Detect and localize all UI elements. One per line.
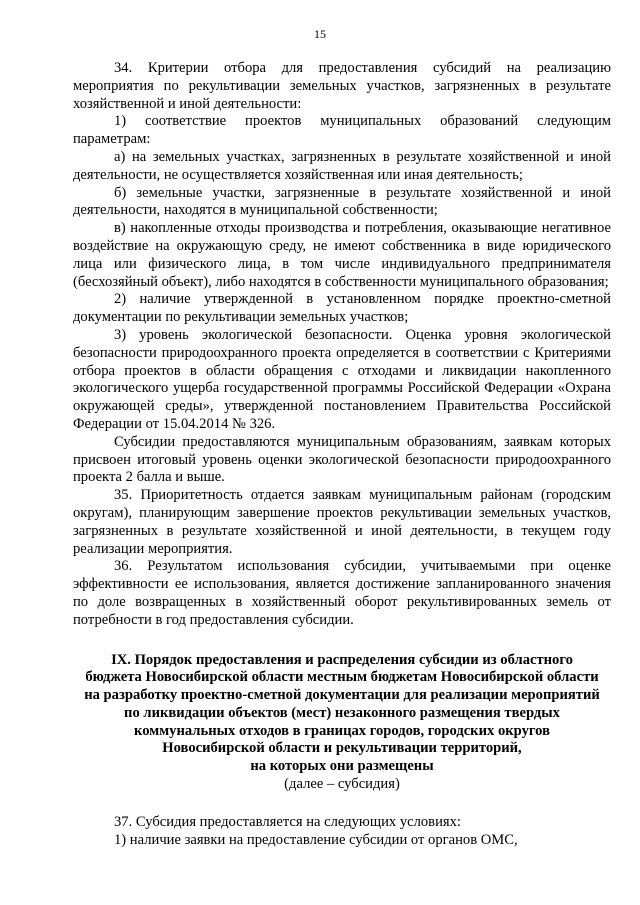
paragraph: 34. Критерии отбора для предоставления субсидий на реализацию мероприятия по рекультивации земельных участков, загрязненных в результате хозяйственной и иной деятельности: (73, 60, 611, 112)
paragraph: б) земельные участки, загрязненные в результате хозяйственной и иной деятельности, находятся в муниципальной собственности; (73, 184, 611, 219)
paragraph: 1) соответствие проектов муниципальных образований следующим параметрам: (73, 113, 611, 148)
paragraph: 36. Результатом использования субсидии, учитываемыми при оценке эффективности ее использования, является достижение запланированного значения по доле возвращенных в хозяйственный оборот рекультивированных земель от потребности в год предоставления субсидии. (73, 558, 611, 628)
paragraph: 2) наличие утвержденной в установленном порядке проектно-сметной документации по рекультивации земельных участков; (73, 291, 611, 326)
spacer (73, 794, 611, 814)
paragraph: в) накопленные отходы производства и потребления, оказывающие негативное воздействие на окружающую среду, не имеют собственника в виде юридического лица или физического лица, в том числе индивидуального предпринимателя (бесхозяйный объект), либо находятся в собственности муниципального образования; (73, 220, 611, 290)
paragraph: 3) уровень экологической безопасности. Оценка уровня экологической безопасности природоохранного проекта определяется в соответствии с Критериями отбора проектов в области обращения с отходами и ликвидации накопленного экологического ущерба государственной программы Российской Федерации «Охрана окружающей среды», утвержденной постановлением Правительства Российской Федерации от 15.04.2014 № 326. (73, 326, 611, 432)
paragraph: 35. Приоритетность отдается заявкам муниципальным районам (городским округам), планирующим завершение проектов рекультивации земельных участков, загрязненных в результате хозяйственной и иной деятельности, в текущем году реализации мероприятия. (73, 487, 611, 557)
paragraph: а) на земельных участках, загрязненных в результате хозяйственной и иной деятельности, не осуществляется хозяйственная или иная деятельность; (73, 148, 611, 183)
heading-line: Новосибирской области и рекультивации территорий, (162, 740, 522, 757)
heading-line: IX. Порядок предоставления и распределения субсидии из областного (111, 651, 573, 668)
paragraph: 37. Субсидия предоставляется на следующих условиях: (114, 813, 461, 830)
page-number: 15 (314, 27, 326, 41)
heading-line: по ликвидации объектов (мест) незаконного размещения твердых (124, 704, 560, 721)
heading-line: коммунальных отходов в границах городов, городских округов (134, 722, 550, 739)
heading-line: бюджета Новосибирской области местным бюджетам Новосибирской области (85, 669, 599, 686)
section-heading (73, 652, 611, 794)
heading-line: на которых они размещены (250, 758, 434, 775)
paragraph: 1) наличие заявки на предоставление субсидии от органов ОМС, (114, 831, 518, 848)
document-body (73, 60, 611, 849)
paragraph: Субсидии предоставляются муниципальным образованиям, заявкам которых присвоен итоговый уровень оценки экологической безопасности природоохранного проекта 2 балла и выше. (73, 433, 611, 486)
heading-line: на разработку проектно-сметной документации для реализации мероприятий (84, 687, 600, 704)
heading-subtitle: (далее – субсидия) (284, 776, 400, 793)
